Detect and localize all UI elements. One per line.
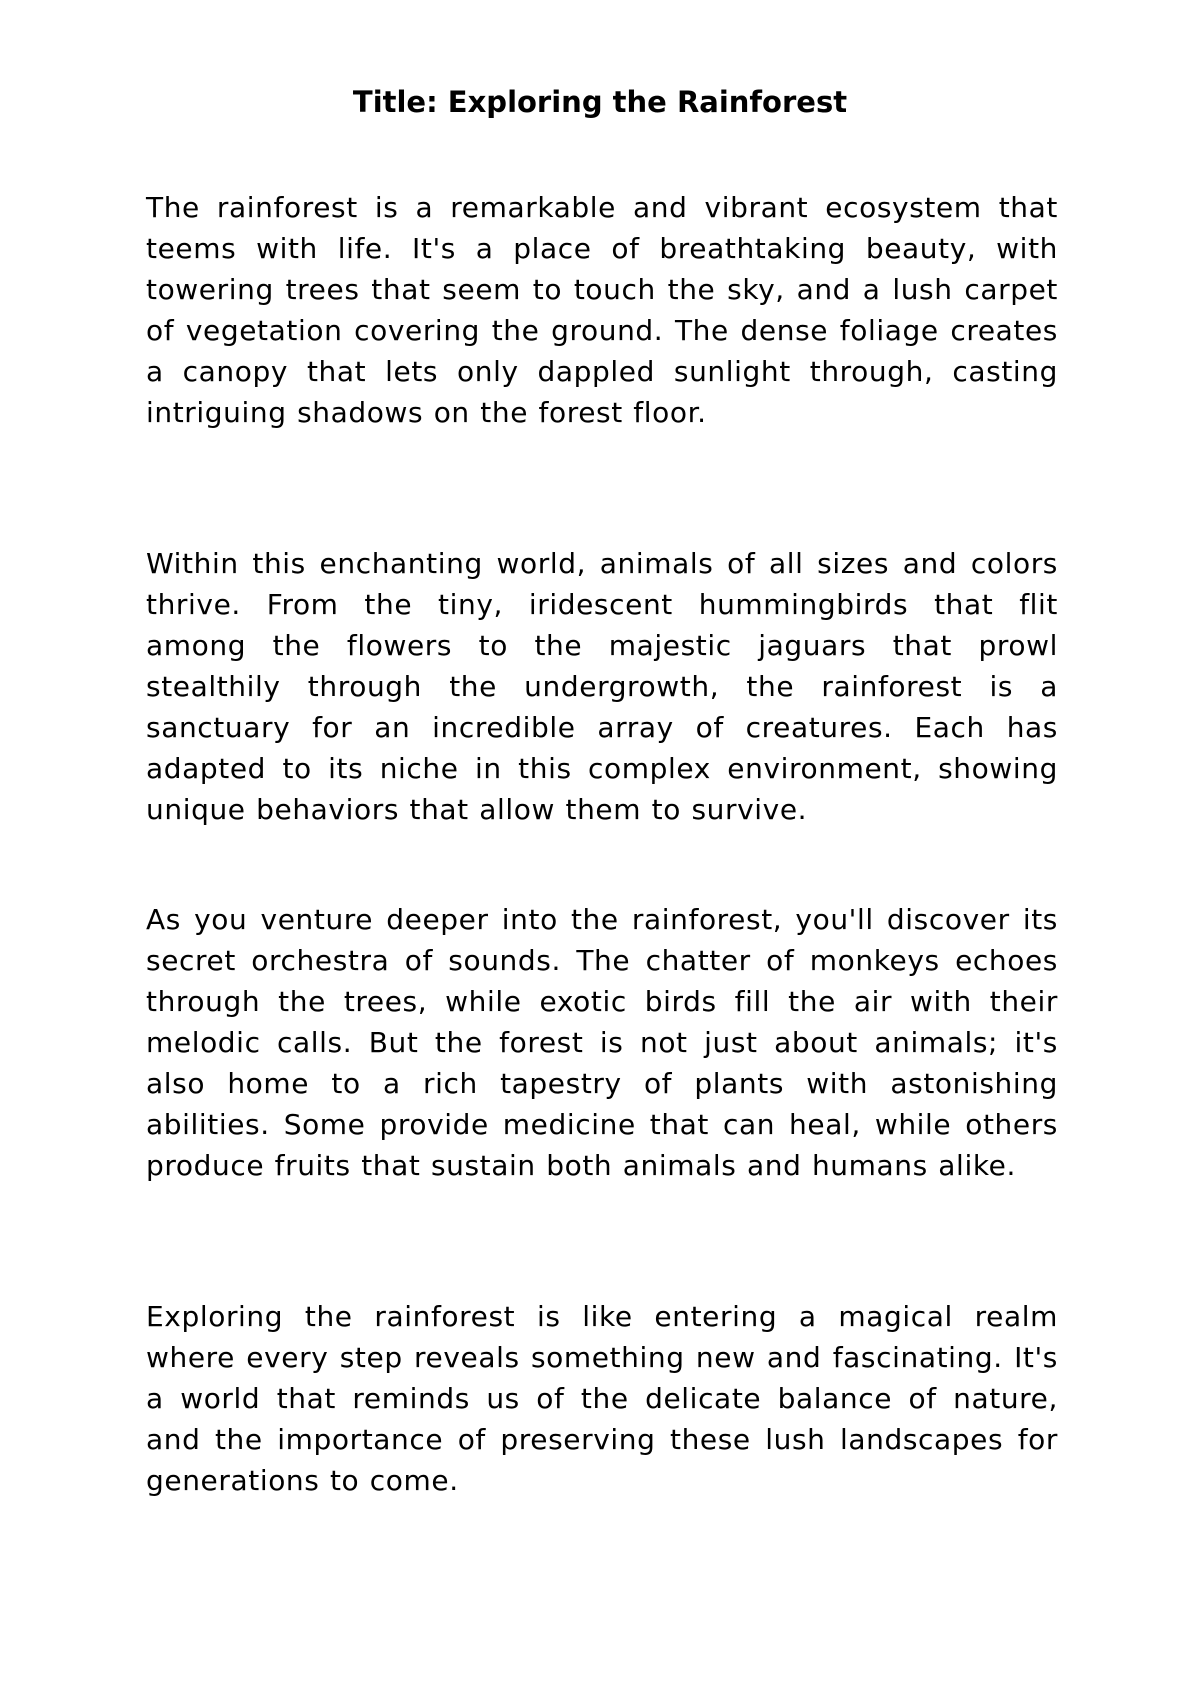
paragraph-3: As you venture deeper into the rainforest, you'll discover its secret orchestra of sounds. The chatter of monkeys echoes through the trees, while exotic birds fill the air with their melodic calls. But the forest is not just about animals; it's also home to a rich tapestry of plants with astonishing abilities. Some provide medicine that can heal, while others produce fruits that sustain both animals and humans alike. bbox=[146, 903, 1058, 1182]
document-title: Title: Exploring the Rainforest bbox=[352, 85, 848, 119]
paragraph-2: Within this enchanting world, animals of all sizes and colors thrive. From the tiny, iridescent hummingbirds that flit among the flowers to the majestic jaguars that prowl stealthily through the undergrowth, the rainforest is a sanctuary for an incredible array of creatures. Each has adapted to its niche in this complex environment, showing unique behaviors that allow them to survive. bbox=[146, 547, 1058, 826]
paragraph-1: The rainforest is a remarkable and vibrant ecosystem that teems with life. It's a place of breathtaking beauty, with towering trees that seem to touch the sky, and a lush carpet of vegetation covering the ground. The dense foliage creates a canopy that lets only dappled sunlight through, casting intriguing shadows on the forest floor. bbox=[146, 191, 1058, 429]
paragraph-4: Exploring the rainforest is like entering a magical realm where every step reveals something new and fascinating. It's a world that reminds us of the delicate balance of nature, and the importance of preserving these lush landscapes for generations to come. bbox=[146, 1300, 1058, 1497]
